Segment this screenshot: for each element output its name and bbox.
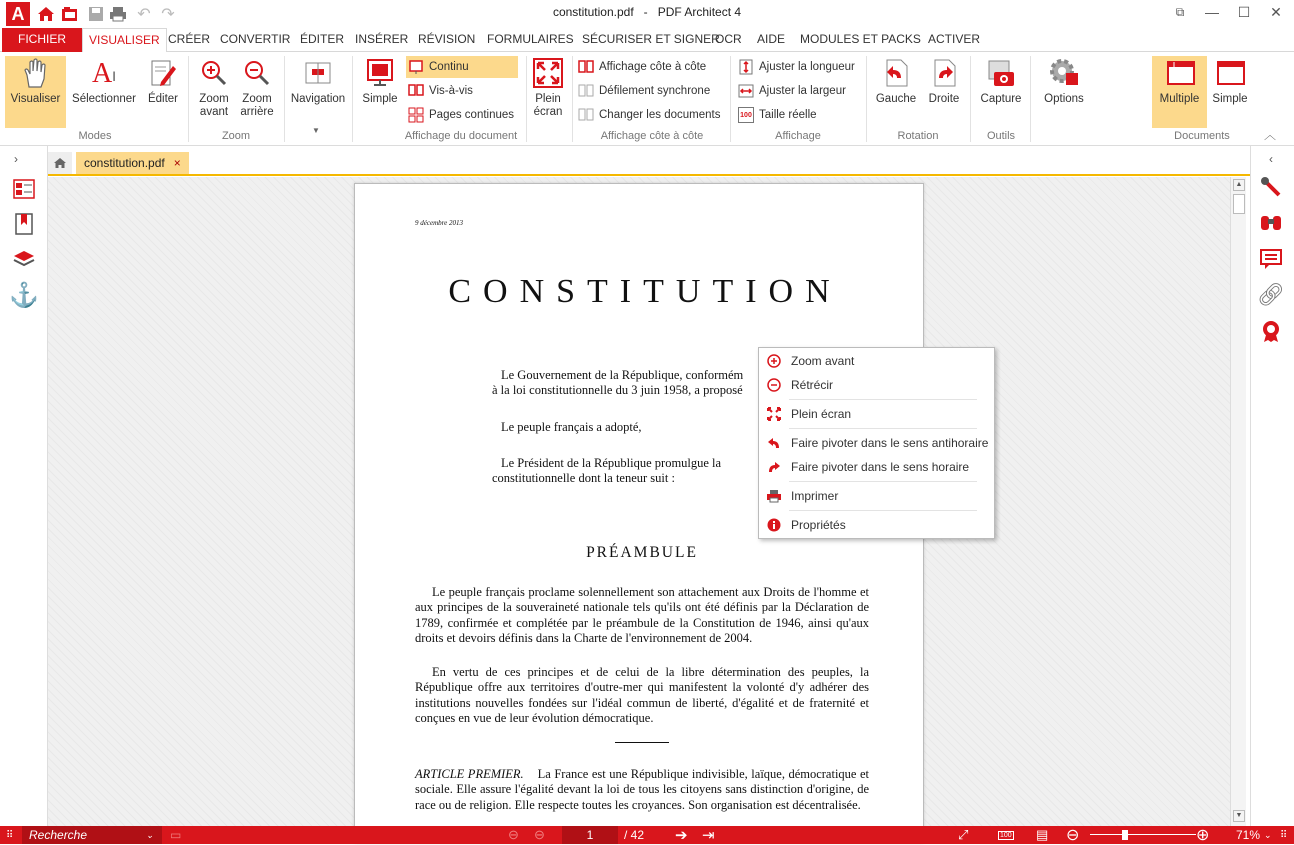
actual-size-button[interactable]: [736, 104, 862, 126]
change-documents-button[interactable]: [576, 104, 726, 126]
zoom-in-status-icon[interactable]: ⊕: [1196, 827, 1210, 844]
attachment-icon[interactable]: 🔗︎: [1257, 282, 1285, 307]
app-logo-icon[interactable]: A: [6, 2, 30, 26]
navigation-dropdown-icon[interactable]: ▼: [312, 126, 320, 135]
menu-divider: [789, 399, 977, 400]
context-menu: [758, 347, 995, 539]
fullscreen-icon: [765, 406, 783, 422]
menu-bar: [0, 28, 1294, 52]
tab-securiser[interactable]: SÉCURISER ET SIGNER: [582, 32, 720, 46]
tab-file[interactable]: FICHIER: [2, 28, 82, 52]
display-group-label: Affichage du document: [404, 130, 518, 142]
search-field[interactable]: [22, 826, 162, 844]
zoom-out-circle-icon: [765, 377, 783, 393]
options-button[interactable]: [1038, 56, 1090, 106]
close-tab-icon[interactable]: ×: [173, 156, 181, 170]
article-heading: ARTICLE PREMIER.: [415, 767, 524, 781]
binoculars-icon[interactable]: [1258, 210, 1284, 236]
page-paragraph: à la loi constitutionnelle du 3 juin 1958, a proposé: [492, 383, 743, 397]
edit-icon: [146, 56, 180, 90]
facing-label: Vis-à-vis: [429, 85, 473, 97]
tab-inserer[interactable]: INSÉRER: [355, 32, 409, 46]
side-by-side-label: Affichage côte à côte: [599, 61, 707, 73]
edit-mode-label: Éditer: [147, 93, 179, 105]
rotate-left-icon: [879, 56, 913, 90]
zoom-level[interactable]: 71%: [1236, 828, 1261, 842]
fit-width-label: Ajuster la largeur: [759, 85, 846, 97]
search-options-icon[interactable]: ▭: [170, 828, 182, 842]
tab-visualiser[interactable]: VISUALISER: [82, 28, 167, 53]
continuous-pages-icon: [408, 107, 424, 123]
menu-item-properties[interactable]: [765, 515, 846, 535]
page-paragraph: En vertu de ces principes et de celui de la libre détermination des peuples, la République offre aux territoires d'outre-mer qui manifestent la volonté d'y adhérer des institutions nouvelles fondées sur l'idéal commun de liberté, d'égalité et de fraternité et conçues en vue de leur évolution démocratique.: [415, 665, 869, 726]
menu-divider: [789, 481, 977, 482]
fullscreen-label-2: écran: [533, 106, 563, 118]
tab-creer[interactable]: CRÉER: [168, 32, 211, 46]
expand-right-panel-icon[interactable]: ‹: [1269, 152, 1273, 166]
single-document-icon: [1213, 56, 1247, 90]
fit-page-status-icon[interactable]: ▤: [1036, 827, 1049, 842]
display-simple-button[interactable]: [358, 56, 402, 106]
tab-activer[interactable]: ACTIVER: [928, 32, 981, 46]
first-page-icon[interactable]: ⊖: [508, 827, 519, 842]
navigation-label: Navigation: [290, 93, 346, 105]
vertical-scrollbar[interactable]: [1230, 177, 1246, 826]
grip-icon: ⠿: [6, 829, 14, 841]
previous-page-icon[interactable]: ⊖: [534, 827, 545, 842]
side-by-side-icon: [578, 59, 594, 75]
menu-item-label: Propriétés: [791, 518, 846, 532]
menu-divider: [789, 428, 977, 429]
multiple-documents-icon: [1163, 56, 1197, 90]
preamble-heading: PRÉAMBULE: [586, 544, 698, 561]
status-bar: [0, 826, 1294, 844]
zoom-out-button[interactable]: [236, 56, 278, 119]
next-page-icon[interactable]: ➔: [675, 827, 688, 844]
minimize-button[interactable]: —: [1205, 4, 1219, 20]
rotate-right-button[interactable]: [922, 56, 966, 106]
rotation-group-label: Rotation: [897, 130, 939, 142]
single-page-icon: [363, 56, 397, 90]
divider: [284, 56, 285, 142]
gear-icon: [1047, 56, 1081, 90]
open-folder-icon[interactable]: [60, 4, 80, 24]
divider: [730, 56, 731, 142]
continuous-pages-button[interactable]: [406, 104, 518, 126]
grip-right-icon: ⠿: [1280, 829, 1288, 841]
camera-icon: [984, 56, 1018, 90]
page-thumbnails-icon[interactable]: [11, 176, 37, 202]
save-icon[interactable]: [86, 4, 106, 24]
menu-item-shrink[interactable]: [765, 375, 833, 395]
menu-item-zoom-in[interactable]: [765, 351, 854, 371]
printer-icon: [765, 488, 783, 504]
edit-mode-button[interactable]: [142, 56, 184, 106]
menu-item-label: Rétrécir: [791, 378, 834, 392]
continuous-icon: [408, 59, 424, 75]
zoom-in-label: Zoom: [199, 93, 229, 105]
home-tab-icon[interactable]: [48, 152, 72, 174]
page-paragraph: constitutionnelle dont la teneur suit :: [492, 471, 675, 485]
zoom-in-button[interactable]: [194, 56, 234, 119]
tab-ocr[interactable]: OCR: [715, 32, 742, 46]
select-mode-label: Sélectionner: [72, 93, 136, 105]
fullscreen-status-icon[interactable]: ⤢: [958, 827, 969, 842]
rotate-right-icon: [927, 56, 961, 90]
rotate-cw-icon: [765, 459, 783, 475]
zoom-slider-thumb[interactable]: [1122, 830, 1128, 840]
side-by-side-button[interactable]: [576, 56, 726, 78]
display-fit-group-label: Affichage: [775, 130, 821, 142]
expand-left-panel-icon[interactable]: ›: [14, 152, 18, 166]
left-sidebar: [0, 146, 48, 826]
separator-line: [615, 742, 669, 743]
maximize-button[interactable]: ☐: [1237, 3, 1251, 20]
fullscreen-label: Plein: [535, 93, 561, 105]
sync-scroll-icon: [578, 83, 594, 99]
close-button[interactable]: ✕: [1270, 3, 1282, 20]
last-page-icon[interactable]: ⇥: [702, 827, 715, 844]
facing-button[interactable]: [406, 80, 518, 102]
actual-size-icon: 100: [738, 107, 754, 123]
window-title: constitution.pdf - PDF Architect 4: [552, 5, 742, 19]
document-tab[interactable]: [76, 152, 189, 174]
actual-size-status-icon[interactable]: 100: [1000, 831, 1012, 839]
scroll-thumb[interactable]: [1233, 194, 1245, 214]
zoom-slider[interactable]: [1090, 826, 1196, 844]
divider: [970, 56, 971, 142]
navigation-icon: [301, 56, 335, 90]
divider: [1030, 56, 1031, 142]
ribbon: [0, 52, 1294, 146]
rotate-left-button[interactable]: [872, 56, 920, 106]
options-label: Options: [1044, 93, 1084, 105]
menu-item-rotate-ccw[interactable]: [765, 433, 988, 453]
actual-size-label: Taille réelle: [759, 109, 817, 121]
fullscreen-icon: [531, 56, 565, 90]
view-mode-label: Visualiser: [10, 93, 61, 105]
tab-convertir[interactable]: CONVERTIR: [220, 32, 291, 46]
menu-item-print[interactable]: [765, 486, 838, 506]
modes-group-label: Modes: [78, 130, 112, 142]
zoom-out-status-icon[interactable]: ⊖: [1066, 827, 1080, 844]
tab-modules[interactable]: MODULES ET PACKS: [800, 32, 921, 46]
menu-item-label: Zoom avant: [791, 354, 855, 368]
tab-aide[interactable]: AIDE: [757, 32, 786, 46]
menu-item-label: Faire pivoter dans le sens horaire: [791, 460, 970, 474]
page-paragraph: Le peuple français proclame solennellement son attachement aux Droits de l'homme et aux principes de la souveraineté nationale tels qu'ils ont été définis par la Déclaration de 1789, confirmée et complétée par le préambule de la Constitution de 1946, ainsi qu'aux droits et devoirs définis dans la Charte de l'environnement de 2004.: [415, 585, 869, 646]
divider: [352, 56, 353, 142]
menu-item-label: Plein écran: [791, 407, 852, 421]
article-text: La France est une République indivisible, laïque, démocratique et sociale. Elle assure l'égalité devant la loi de tous les citoyens sans distinction d'origine, de race ou de religion. Elle respecte toutes les croyances. Son organisation est décentralisée.: [415, 767, 869, 812]
zoom-out-label-2: arrière: [240, 106, 274, 118]
tab-revision[interactable]: RÉVISION: [418, 32, 476, 46]
zoom-in-icon: [197, 56, 231, 90]
rotate-right-label: Droite: [928, 93, 960, 105]
tab-formulaires[interactable]: FORMULAIRES: [487, 32, 574, 46]
anchor-icon[interactable]: ⚓: [9, 281, 39, 309]
zoom-out-label: Zoom: [242, 93, 272, 105]
menu-item-label: Faire pivoter dans le sens antihoraire: [791, 436, 989, 450]
comments-icon[interactable]: [1258, 246, 1284, 272]
continuous-label: Continu: [429, 61, 469, 73]
sync-scroll-label: Défilement synchrone: [599, 85, 711, 97]
tools-group-label: Outils: [986, 130, 1016, 142]
divider: [188, 56, 189, 142]
document-tab-label: constitution.pdf: [84, 156, 165, 170]
multiple-documents-label: Multiple: [1159, 93, 1200, 105]
display-simple-label: Simple: [362, 93, 398, 105]
page-date: 9 décembre 2013: [415, 219, 463, 227]
zoom-group-label: Zoom: [221, 130, 251, 142]
zoom-in-circle-icon: [765, 353, 783, 369]
continuous-pages-label: Pages continues: [429, 109, 515, 121]
zoom-out-icon: [240, 56, 274, 90]
document-tab-strip: [48, 152, 1250, 176]
page-number-input[interactable]: 1: [562, 826, 618, 844]
change-documents-label: Changer les documents: [599, 109, 721, 121]
print-icon[interactable]: [108, 4, 128, 24]
zoom-in-label-2: avant: [199, 106, 229, 118]
hand-icon: [19, 56, 53, 90]
menu-item-label: Imprimer: [791, 489, 839, 503]
navigation-button[interactable]: [288, 56, 348, 106]
tab-editer[interactable]: ÉDITER: [300, 32, 345, 46]
undo-icon[interactable]: ↶: [137, 6, 151, 23]
scroll-up-icon[interactable]: ▲: [1233, 179, 1245, 191]
documents-group-label: Documents: [1174, 130, 1230, 142]
text-select-icon: A I: [91, 57, 117, 89]
collapse-ribbon-icon[interactable]: ︿: [1264, 128, 1277, 142]
page-paragraph: Le peuple français a adopté,: [501, 420, 642, 434]
page-paragraph: Le Gouvernement de la République, conformém: [501, 368, 744, 382]
side-by-side-group-label: Affichage côte à côte: [600, 130, 704, 142]
menu-item-fullscreen[interactable]: [765, 404, 851, 424]
layers-icon[interactable]: [11, 246, 37, 272]
sync-scroll-button[interactable]: [576, 80, 726, 102]
fit-width-button[interactable]: [736, 80, 862, 102]
single-document-label: Simple: [1212, 93, 1248, 105]
rotate-left-label: Gauche: [875, 93, 917, 105]
right-sidebar: [1250, 146, 1294, 826]
redo-icon[interactable]: ↷: [161, 6, 175, 23]
zoom-dropdown-icon[interactable]: ⌄: [1264, 829, 1272, 840]
article-paragraph: [415, 767, 869, 813]
continuous-button[interactable]: [406, 56, 518, 78]
title-bar: [0, 0, 1294, 28]
fit-length-button[interactable]: [736, 56, 862, 78]
scroll-down-icon[interactable]: ▼: [1233, 810, 1245, 822]
zoom-slider-track: [1090, 834, 1196, 835]
capture-button[interactable]: [976, 56, 1026, 106]
capture-label: Capture: [980, 93, 1022, 105]
fit-length-icon: [738, 59, 754, 75]
facing-icon: [408, 83, 424, 99]
page-paragraph: Le Président de la République promulgue la: [501, 456, 722, 470]
divider: [866, 56, 867, 142]
fullscreen-button[interactable]: [528, 56, 568, 119]
fit-width-icon: [738, 83, 754, 99]
bookmarks-icon[interactable]: [11, 211, 37, 237]
single-document-button[interactable]: [1209, 56, 1251, 106]
change-documents-icon: [578, 107, 594, 123]
rotate-ccw-icon: [765, 435, 783, 451]
menu-item-rotate-cw[interactable]: [765, 457, 969, 477]
page-title: CONSTITUTION: [448, 273, 842, 310]
multiple-documents-button[interactable]: [1152, 56, 1207, 128]
divider: [526, 56, 527, 142]
menu-divider: [789, 510, 977, 511]
fit-length-label: Ajuster la longueur: [759, 61, 855, 73]
divider: [572, 56, 573, 142]
select-mode-button[interactable]: [68, 56, 140, 106]
page-total: / 42: [624, 828, 645, 842]
home-icon[interactable]: [36, 4, 56, 24]
tools-icon[interactable]: [1258, 174, 1284, 200]
view-mode-button[interactable]: [5, 56, 66, 128]
restore-small-icon[interactable]: ⧉: [1175, 4, 1185, 19]
info-icon: [765, 517, 783, 533]
search-dropdown-icon[interactable]: ⌄: [146, 829, 154, 840]
search-placeholder: Recherche: [29, 828, 88, 842]
certificate-icon[interactable]: [1258, 318, 1284, 344]
